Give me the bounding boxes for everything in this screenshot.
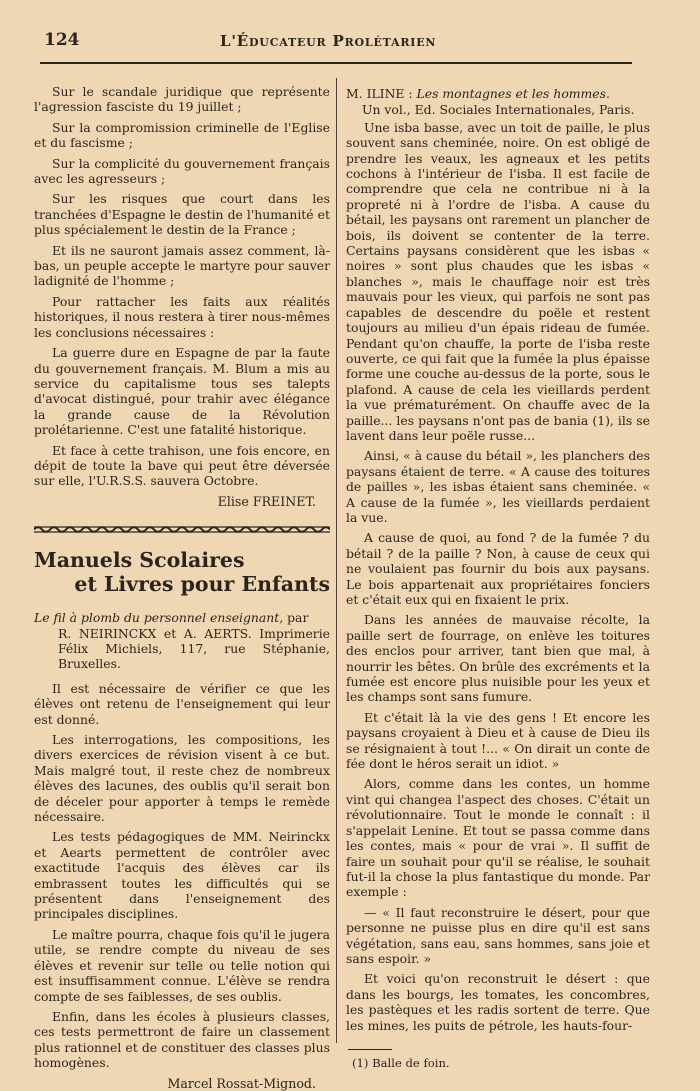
review-paragraph: Les interrogations, les compositions, les divers exercices de révision visent à ce but. Mais malgré tout, il reste chez de nombreux élèves des lacunes, des oublis qu'il serait bon de déceler pour apporter à temps le remède nécessaire.: [34, 732, 330, 825]
footnote-rule: [348, 1049, 392, 1050]
section-title-line1: Manuels Scolaires: [34, 548, 245, 573]
paragraph: Et ils ne sauront jamais assez comment, là-bas, un peuple accepte le martyre pour sauver ladignité de l'homme ;: [34, 242, 330, 289]
footnote: (1) Balle de foin.: [352, 1055, 450, 1070]
book-title-right: Les montagnes et les hommes.: [416, 86, 610, 101]
review-paragraph: Les tests pédagogiques de MM. Neirinckx et Aearts permettent de contrôler avec exactitude l'acquis des élèves car ils embrassent toutes les difficultés qui se présentent dans l'enseignement des principales disciplines.: [34, 829, 330, 922]
book-title: Le fil à plomb du personnel enseignant,: [34, 610, 284, 626]
paragraph: Sur les risques que court dans les tranchées d'Espagne le destin de l'humanité et plus spécialement le destin de la France ;: [34, 191, 330, 238]
book-by: par: [283, 610, 309, 626]
book-author: M. ILINE :: [346, 86, 413, 101]
paragraph: Et voici qu'on reconstruit le désert : que dans les bourgs, les tomates, les concombres, les pastèques et les radis sortent de terre. Que les mines, les puits de pétrole, les hauts-four-: [346, 971, 650, 1033]
signature-rossat-mignod: Marcel Rossat-Mignod.: [167, 1075, 316, 1091]
paragraph: Ainsi, « à cause du bétail », les planchers des paysans étaient de terre. « A cause des toitures de pailles », les isbas étaient sans cheminée. « A cause de la fumée », les vieillards perdaient la vue.: [346, 448, 650, 525]
review-paragraph: Enfin, dans les écoles à plusieurs classes, ces tests permettront de faire un classement plus rationnel et de constituer des classes plus homogènes.: [34, 1008, 330, 1071]
page-header: [40, 28, 640, 58]
paragraph: Dans les années de mauvaise récolte, la paille sert de fourrage, on enlève les toitures des enclos pour arriver, tant bien que mal, à nourrir les bêtes. On brûle des excréments et la fumée est encore plus nuisible pour les yeux et les champs sont sans fumure.: [346, 612, 650, 705]
paragraph: Alors, comme dans les contes, un homme vint qui changea l'aspect des choses. C'était un révolutionnaire. Tout le monde le connaît : il s'appelait Lenine. Et tout se passa comme dans les contes, mais « pour de vrai ». Il suffit de faire un souhait pour qu'il se réalise, le souhait fut-il la chose la plus fantastique du monde. Par exemple :: [346, 776, 650, 900]
section-title: [34, 548, 330, 596]
book-publisher: Un vol., Ed. Sociales Internationales, Paris.: [362, 102, 635, 118]
header-rule: [40, 62, 632, 64]
paragraph: Et c'était là la vie des gens ! Et encore les paysans croyaient à Dieu et à cause de Dieu ils se résignaient à tout !... « On dirait un conte de fée dont le héros serait un idiot. »: [346, 709, 650, 772]
column-divider: [336, 78, 337, 1043]
paragraph: Pour rattacher les faits aux réalités historiques, il nous restera à tirer nous-mêmes les conclusions nécessaires :: [34, 293, 330, 340]
book-heading: [346, 86, 650, 101]
page-number: 124: [44, 30, 80, 50]
paragraph: Sur la complicité du gouvernement français avec les agresseurs ;: [34, 155, 330, 187]
paragraph: Et face à cette trahison, une fois encore, en dépit de toute la bave qui peut être déversée sur elle, l'U.R.S.S. sauvera Octobre.: [34, 442, 330, 489]
paragraph: — « Il faut reconstruire le désert, pour que personne ne puisse plus en dire qu'il est sans végétation, sans eau, sans hommes, sans joie et sans espoir. »: [346, 904, 650, 966]
review-paragraph: Le maître pourra, chaque fois qu'il le jugera utile, se rendre compte du niveau de ses élèves et revenir sur telle ou telle notion qui est insuffisamment connue. L'élève se rendra compte de ses faiblesses, de ses oublis.: [34, 926, 330, 1004]
paragraph: La guerre dure en Espagne de par la faute du gouvernement français. M. Blum a mis au service du capitalisme tous ses talepts d'avocat distingué, pour trahir avec élégance la grande cause de la Révolution prolétarienne. C'est une fatalité historique.: [34, 345, 330, 438]
book-details: R. NEIRINCKX et A. AERTS. Imprimerie Félix Michiels, 117, rue Stéphanie, Bruxelles.: [58, 625, 330, 672]
left-column: [34, 84, 330, 1091]
paragraph: A cause de quoi, au fond ? de la fumée ? du bétail ? de la paille ? Non, à cause de ceux qui ne voulaient pas fournir du bois aux paysans. Le bois appartenait aux propriétaires fonciers et c'était eux qui en fixaient le prix.: [346, 530, 650, 607]
running-title: L'Éducateur Prolétarien: [220, 32, 437, 50]
section-title-line2: et Livres pour Enfants: [74, 572, 330, 597]
ornamental-divider: [34, 525, 330, 534]
wave-ornament: [34, 525, 330, 534]
paragraph: Sur la compromission criminelle de l'Eglise et du fascisme ;: [34, 119, 330, 151]
paragraph: Une isba basse, avec un toit de paille, le plus souvent sans cheminée, noire. On est obligé de prendre les veaux, les agneaux et les petits cochons à l'intérieur de l'isba. Il est facile de comprendre que cela ne contribue ni à la propreté ni à l'ordre de l'isba. A cause du bétail, les paysans ont rarement un plancher de bois, ils doivent se contenter de la terre. Certains paysans considèrent que les isbas « noires » sont plus chaudes que les isbas « blanches », mais le chauffage noir est très mauvais pour les vieux, qui parfois ne sont pas capables de descendre du poële et restent toujours au milieu d'un épais rideau de fumée. Pendant qu'on chauffe, la porte de l'isba reste ouverte, ce qui fait que la fumée la plus épaisse forme une couche au-dessus de la porte, sous le plafond. A cause de cela les vieillards perdent la vue prématurément. On chauffe avec de la paille... les paysans n'ont pas de bania (1), ils se lavent dans leur poële russe...: [346, 119, 650, 443]
signature-freinet: Elise FREINET.: [217, 493, 316, 509]
book-reference: [34, 610, 330, 672]
paragraph: Sur le scandale juridique que représente l'agression fasciste du 19 juillet ;: [34, 84, 330, 115]
review-paragraph: Il est nécessaire de vérifier ce que les élèves ont retenu de l'enseignement qui leur est donné.: [34, 680, 330, 727]
right-column: [346, 86, 650, 1076]
